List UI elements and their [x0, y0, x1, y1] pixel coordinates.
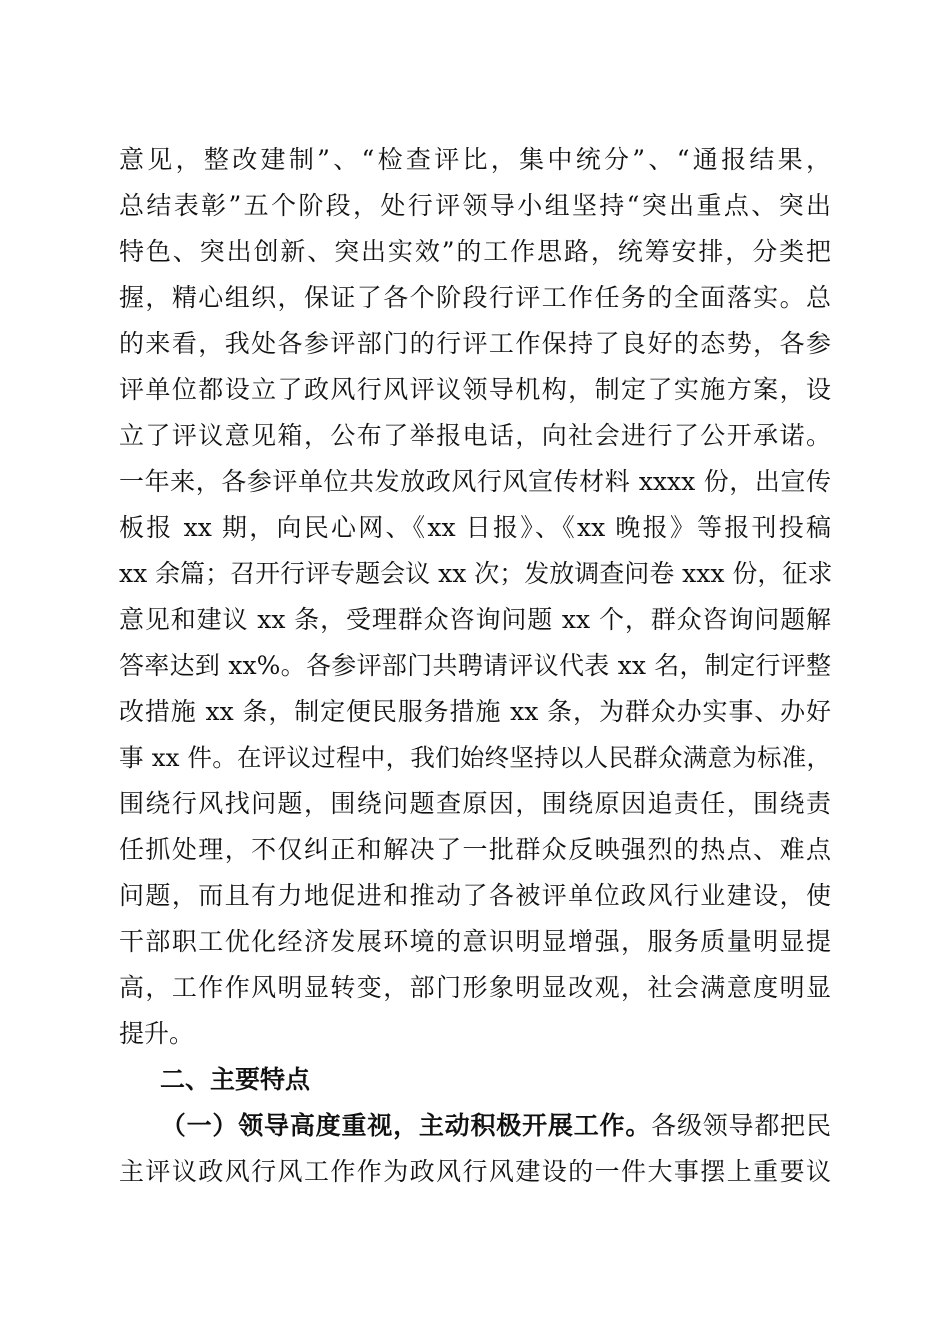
text-line: 握，精心组织，保证了各个阶段行评工作任务的全面落实。总: [119, 283, 831, 312]
text-line: 意见，整改建制”、“检查评比，集中统分”、“通报结果，: [119, 145, 831, 174]
text-line: 事 xx 件。在评议过程中，我们始终坚持以人民群众满意为标准，: [119, 743, 831, 772]
text-line: 改措施 xx 条，制定便民服务措施 xx 条，为群众办实事、办好: [119, 697, 831, 726]
text-line: 高，工作作风明显转变，部门形象明显改观，社会满意度明显: [119, 973, 831, 1002]
text-line: 一年来，各参评单位共发放政风行风宣传材料 xxxx 份，出宣传: [119, 467, 831, 496]
text-line: [119, 1104, 831, 1148]
text-line: 干部职工优化经济发展环境的意识明显增强，服务质量明显提: [119, 927, 831, 956]
text-line: 的来看，我处各参评部门的行评工作保持了良好的态势，各参: [119, 329, 831, 358]
text-line: 意见和建议 xx 条，受理群众咨询问题 xx 个，群众咨询问题解: [119, 605, 831, 634]
text-line: 板报 xx 期，向民心网、《xx 日报》、《xx 晚报》等报刊投稿: [119, 513, 831, 542]
text-line: 围绕行风找问题，围绕问题查原因，围绕原因追责任，围绕责: [119, 789, 831, 818]
text-line: 任抓处理，不仅纠正和解决了一批群众反映强烈的热点、难点: [119, 835, 831, 864]
text-line: 问题，而且有力地促进和推动了各被评单位政风行业建设，使: [119, 881, 831, 910]
text-line: xx 余篇；召开行评专题会议 xx 次；发放调查问卷 xxx 份，征求: [119, 559, 833, 588]
text-line: 评单位都设立了政风行风评议领导机构，制定了实施方案，设: [119, 375, 831, 404]
text-line: 主评议政风行风工作作为政风行风建设的一件大事摆上重要议: [119, 1157, 831, 1186]
text-line: 答率达到 xx%。各参评部门共聘请评议代表 xx 名，制定行评整: [119, 651, 831, 680]
subsection-text: 各级领导都把民: [651, 1111, 831, 1140]
text-line: 特色、突出创新、突出实效”的工作思路，统筹安排，分类把: [119, 237, 831, 266]
text-line: 总结表彰”五个阶段，处行评领导小组坚持“突出重点、突出: [119, 191, 831, 220]
text-line: 立了评议意见箱，公布了举报电话，向社会进行了公开承诺。: [119, 421, 831, 450]
text-line: 提升。: [119, 1019, 195, 1048]
section-heading: 二、主要特点: [160, 1065, 311, 1094]
subsection-title: （一）领导高度重视，主动积极开展工作。: [160, 1111, 652, 1140]
